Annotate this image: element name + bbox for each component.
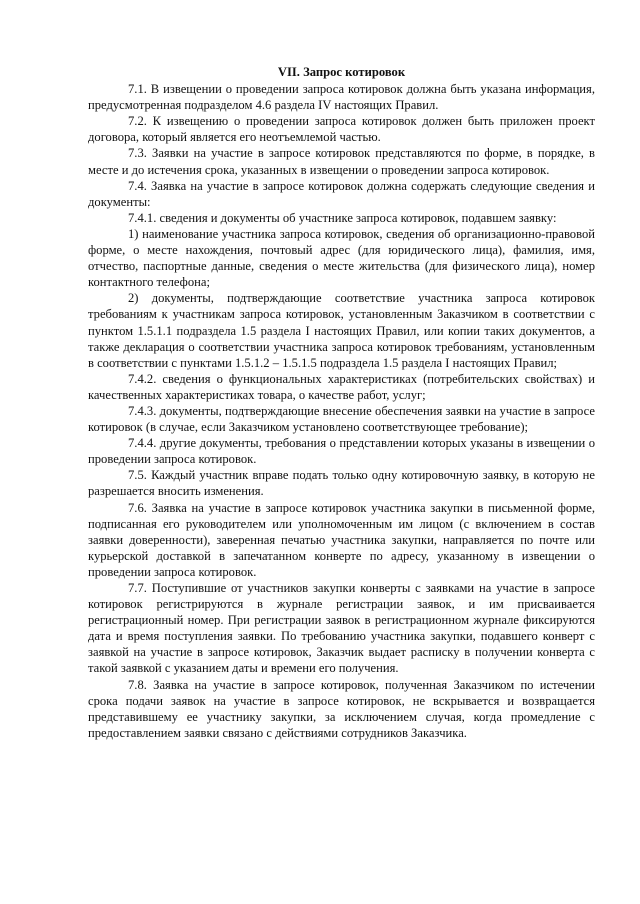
paragraph-7-7: 7.7. Поступившие от участников закупки конверты с заявками на участие в запросе котировок регистрируются в журнале регистрации заявок, и им присваивается регистрационный номер. При регистрации заявок в регистрационном журнале фиксируются дата и время поступления заявки. По требованию участника закупки, подавшего конверт с заявкой на участие в запросе котировок, Заказчик выдает расписку в получении конверта с такой заявкой с указанием даты и времени его получения. — [88, 581, 595, 676]
section-title: VII. Запрос котировок — [277, 65, 406, 79]
paragraph-7-5: 7.5. Каждый участник вправе подать только одну котировочную заявку, в которую не разрешается вносить изменения. — [88, 468, 595, 499]
paragraph-7-6: 7.6. Заявка на участие в запросе котировок участника закупки в письменной форме, подписанная его руководителем или уполномоченным им лицом (с включением в состав заявки доверенности), заверенная печатью участника закупки, направляется по почте или курьерской доставкой в запечатанном конверте по адресу, указанному в извещении о проведении запроса котировок. — [88, 500, 595, 579]
paragraph-7-2: 7.2. К извещению о проведении запроса котировок должен быть приложен проект договора, который является его неотъемлемой частью. — [88, 114, 595, 145]
paragraph-7-4-1-item-2: 2) документы, подтверждающие соответствие участника запроса котировок требованиям к участникам запроса котировок, установленным Заказчиком в соответствии с пунктом 1.5.1.1 подраздела 1.5 раздела I настоящих Правил, или копии таких документов, а также декларация о соответствии участника запроса котировок требованиям, установленным в соответствии с пунктами 1.5.1.2 – 1.5.1.5 подраздела 1.5 раздела I настоящих Правил; — [88, 291, 595, 370]
paragraph-7-4-4: 7.4.4. другие документы, требования о представлении которых указаны в извещении о проведении запроса котировок. — [88, 436, 595, 467]
paragraph-7-4-1-item-1: 1) наименование участника запроса котировок, сведения об организационно-правовой форме, о месте нахождения, почтовый адрес (для юридического лица), фамилия, имя, отчество, паспортные данные, сведения о месте жительства (для физического лица), номер контактного телефона; — [88, 226, 595, 290]
paragraph-7-4: 7.4. Заявка на участие в запросе котировок должна содержать следующие сведения и документы: — [88, 178, 595, 209]
paragraph-7-4-2: 7.4.2. сведения о функциональных характеристиках (потребительских свойствах) и качественных характеристиках товара, о качестве работ, услуг; — [88, 371, 595, 402]
paragraph-7-8: 7.8. Заявка на участие в запросе котировок, полученная Заказчиком по истечении срока подачи заявок на участие в запросе котировок, не вскрывается и возвращается представившему ее участнику закупки, за исключением случая, когда промедление с предоставлением заявки связано с действиями сотрудников Заказчика. — [88, 677, 595, 740]
paragraph-7-1: 7.1. В извещении о проведении запроса котировок должна быть указана информация, предусмотренная подразделом 4.6 раздела IV настоящих Правил. — [88, 82, 595, 113]
paragraph-7-4-1: 7.4.1. сведения и документы об участнике запроса котировок, подавшем заявку: — [128, 210, 557, 225]
paragraph-7-3: 7.3. Заявки на участие в запросе котировок представляются по форме, в порядке, в месте и до истечения срока, указанных в извещении о проведении запроса котировок. — [88, 146, 595, 177]
paragraph-7-4-3: 7.4.3. документы, подтверждающие внесение обеспечения заявки на участие в запросе котировок (в случае, если Заказчиком установлено соответствующее требование); — [88, 403, 595, 435]
